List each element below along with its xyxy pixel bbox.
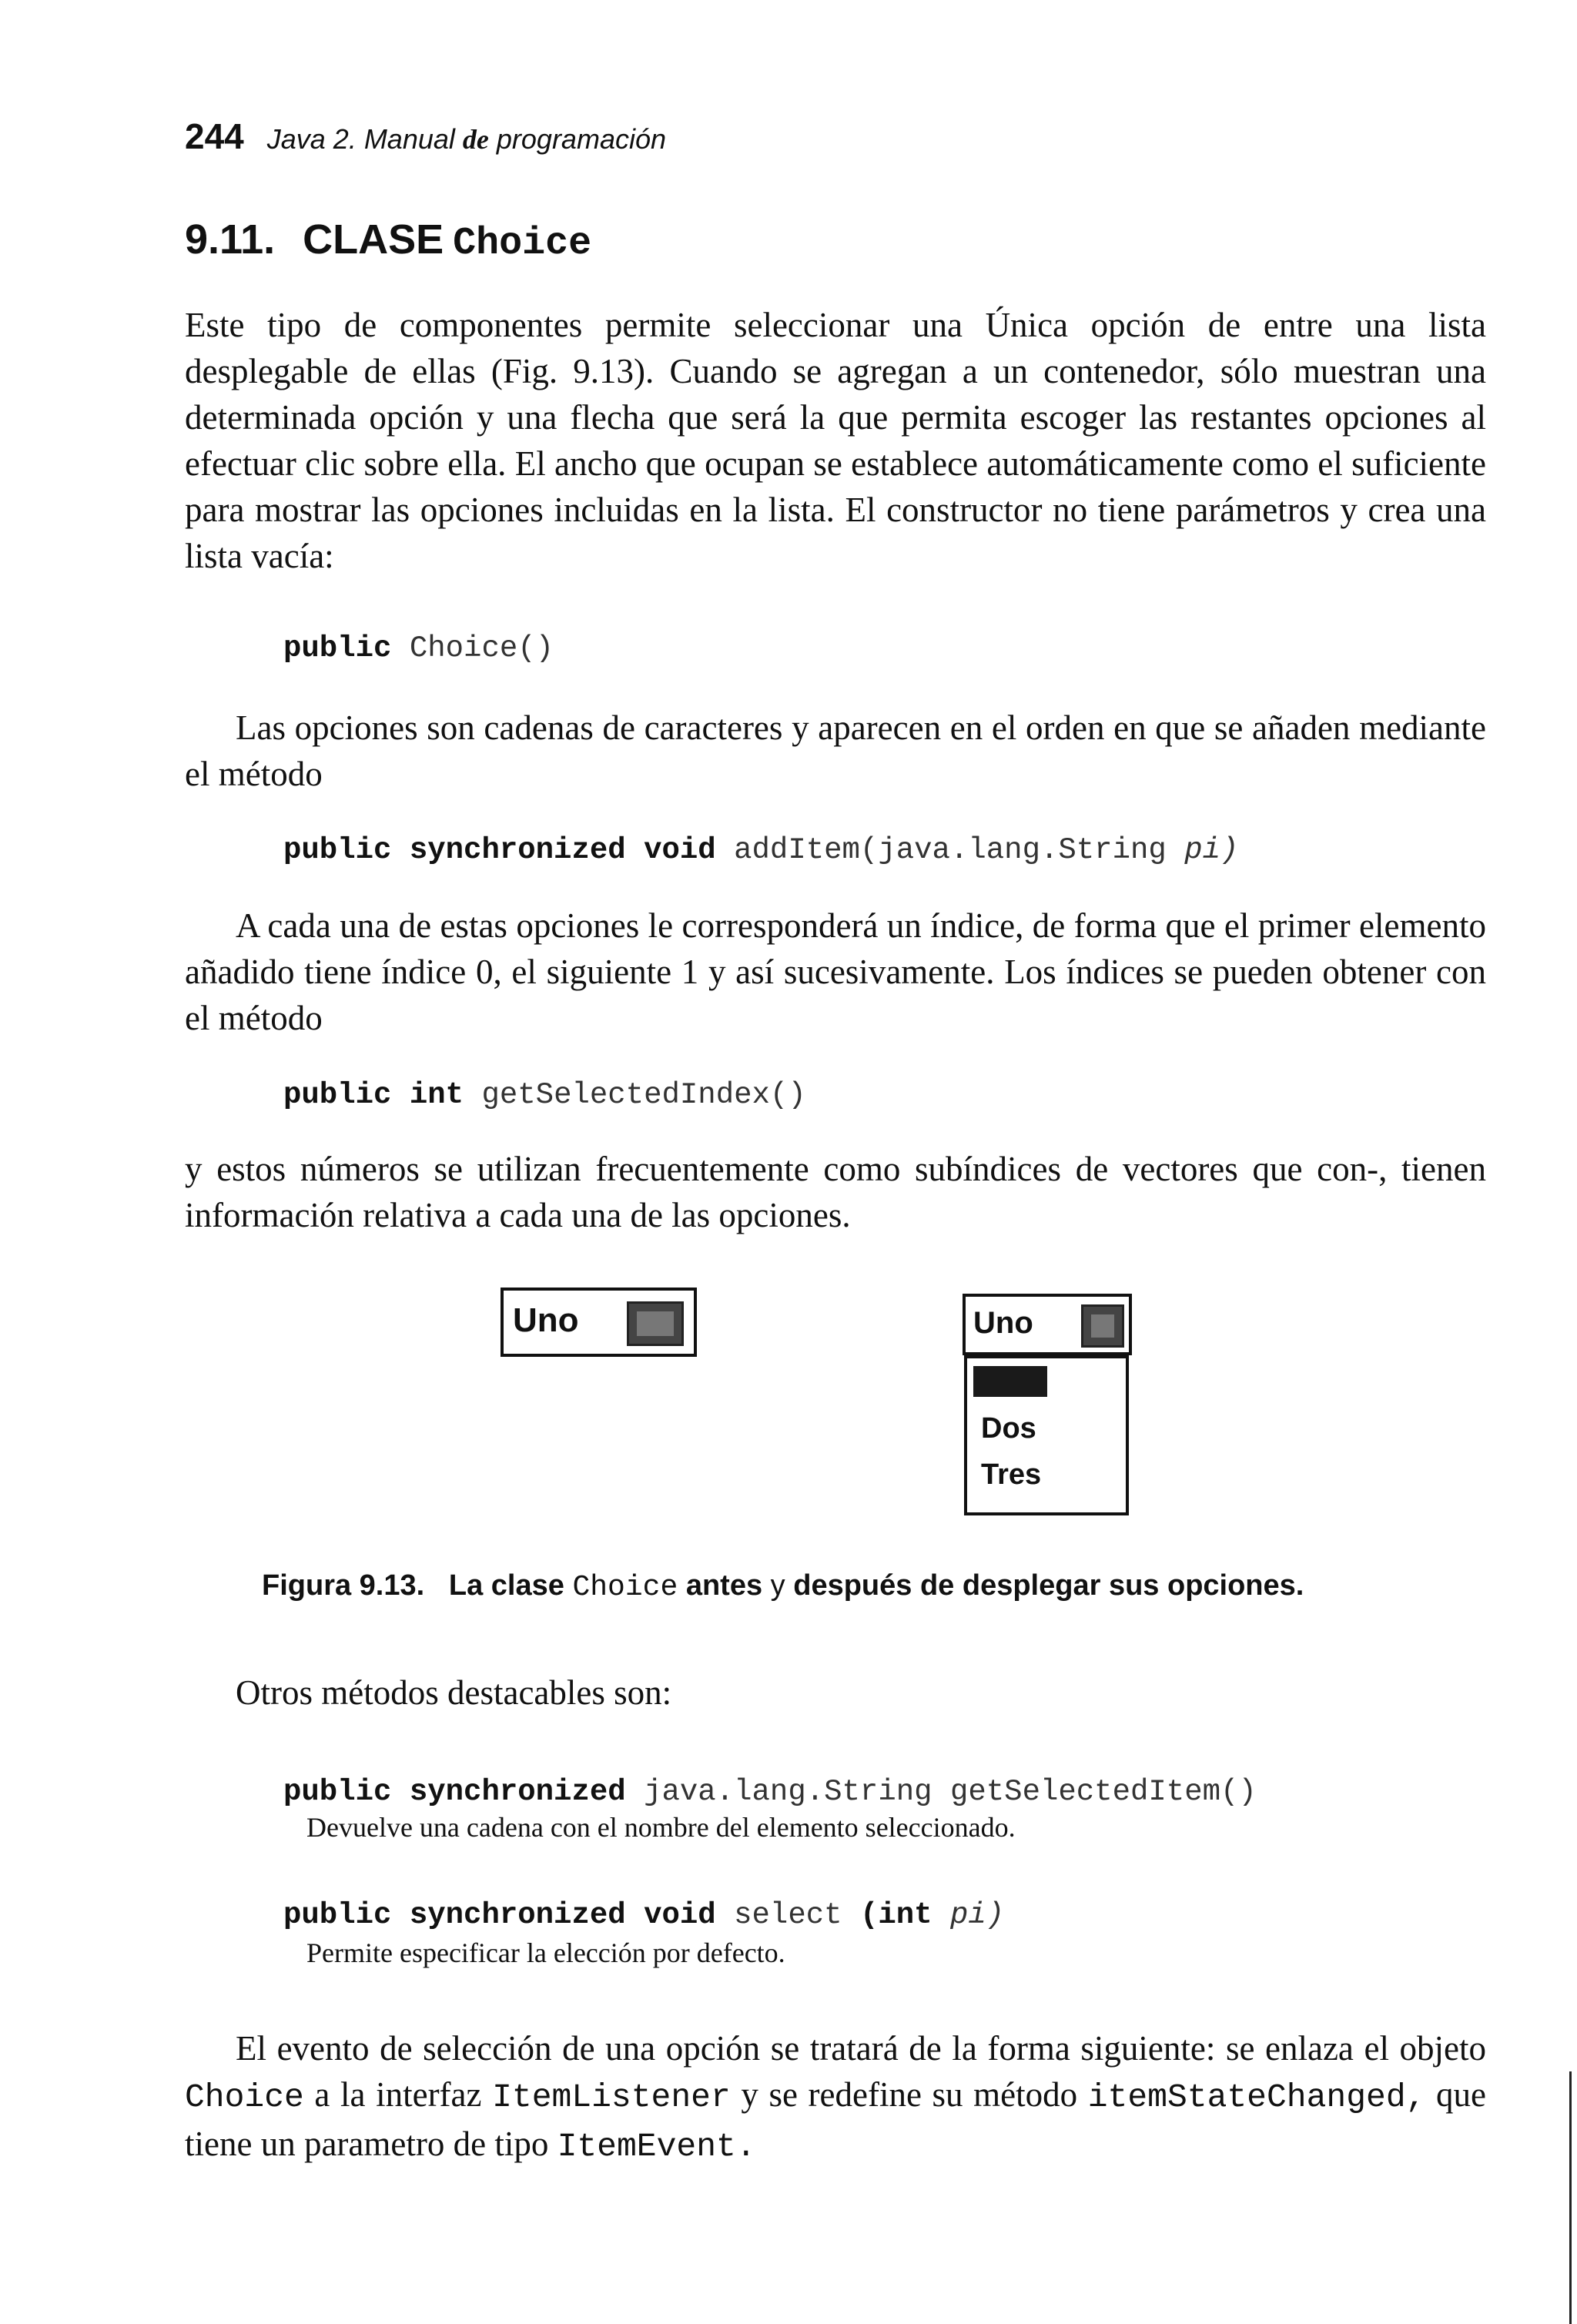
choice-closed-figure [501, 1288, 697, 1357]
list-item: Tres [981, 1458, 1042, 1491]
code-getselectedindex [283, 1078, 806, 1112]
caption-text-2: antes [678, 1569, 763, 1602]
code-keyword: public int [283, 1078, 464, 1112]
paragraph-index-text: cada una de estas opciones le corresponderá un índice, de forma que el primer elemento añadido tiene índice 0, el siguiente 1 y así sucesivamente. Los índices se pueden obtener con el método [185, 906, 1486, 1037]
event-code-2: ItemListener [492, 2078, 731, 2116]
event-text-4: que tiene un parametro de tipo [185, 2075, 1486, 2163]
code-keyword: public synchronized void [283, 833, 716, 867]
code-getselecteditem [283, 1775, 1257, 1809]
dropdown-arrow-icon [627, 1301, 684, 1346]
dropdown-arrow-icon [1081, 1304, 1124, 1348]
caption-text-1: La clase [448, 1569, 573, 1602]
running-title-pre: Java 2. Manual [266, 123, 463, 155]
code-identifier: Choice() [391, 631, 554, 665]
caption-text-3: y [762, 1569, 794, 1602]
event-code-1: Choice [185, 2078, 304, 2116]
page-number: 244 [185, 116, 244, 156]
code-keyword: public synchronized void [283, 1898, 716, 1932]
paragraph-lead: A [236, 906, 259, 945]
caption-code: Choice [572, 1571, 678, 1604]
event-code-3: itemStateChanged, [1087, 2078, 1426, 2116]
running-header [185, 116, 666, 162]
code-identifier: java.lang.String getSelectedItem() [625, 1775, 1257, 1809]
choice-closed-label: Uno [513, 1301, 579, 1339]
code-additem [283, 833, 1238, 867]
code-select [283, 1898, 1004, 1932]
caption-figure-number: Figura 9.13. [262, 1569, 425, 1602]
code-identifier: getSelectedIndex() [464, 1078, 806, 1112]
code-keyword-int: (int [859, 1898, 932, 1932]
method-description: Permite especificar la elección por defecto. [306, 1937, 785, 1968]
code-param: pi) [932, 1898, 1005, 1932]
running-title [267, 123, 666, 156]
code-keyword: public synchronized [283, 1775, 626, 1809]
choice-open-figure [963, 1294, 1132, 1517]
paragraph-event [185, 2025, 1486, 2170]
running-title-de: de [462, 124, 489, 155]
figure-caption [262, 1569, 1304, 1604]
method-description: Devuelve una cadena con el nombre del elemento seleccionado. [306, 1812, 1016, 1843]
choice-options-list [964, 1355, 1129, 1515]
paragraph-options: Las opciones son cadenas de caracteres y aparecen en el orden en que se añaden mediante el método [185, 708, 1486, 793]
running-title-post: programación [488, 123, 667, 155]
choice-closed-box [501, 1288, 697, 1357]
margin-rule [1569, 2071, 1572, 2324]
section-number: 9.11. [185, 216, 276, 263]
code-constructor [283, 631, 554, 665]
choice-open-label: Uno [973, 1306, 1033, 1340]
event-code-4: ItemEvent. [557, 2128, 756, 2165]
event-text-3: y se redefine su método [730, 2075, 1088, 2114]
paragraph-numbers: y estos números se utilizan frecuentemente como subíndices de vectores que con-, tienen información relativa a cada una de las opciones. [185, 1150, 1486, 1234]
section-code: Choice [453, 222, 592, 266]
choice-open-box [963, 1294, 1132, 1355]
paragraph-other-methods: Otros métodos destacables son: [236, 1673, 672, 1712]
selected-option-highlight [973, 1366, 1047, 1397]
event-text-1: El evento de selección de una opción se tratará de la forma siguiente: se enlaza el objeto [236, 2029, 1486, 2068]
section-heading [185, 216, 591, 266]
code-param: pi) [1184, 833, 1239, 867]
code-identifier: select [715, 1898, 860, 1932]
section-word: CLASE [303, 216, 444, 263]
list-item: Dos [981, 1412, 1036, 1445]
code-identifier: addItem(java.lang.String [715, 833, 1185, 867]
code-keyword: public [283, 631, 392, 665]
event-text-2: a la interfaz [303, 2075, 493, 2114]
paragraph-index [185, 902, 1486, 1041]
paragraph-intro: Este tipo de componentes permite seleccionar una Única opción de entre una lista desplegable de ellas (Fig. 9.13). Cuando se agregan a un contenedor, sólo muestran una determinada opción y una flecha que será la que permita escoger las restantes opciones al efectuar clic sobre ella. El ancho que ocupan se establece automáticamente como el suficiente para mostrar las opciones incluidas en la lista. El constructor no tiene parámetros y crea una lista vacía: [185, 306, 1486, 575]
caption-text-4: después de desplegar sus opciones. [793, 1569, 1304, 1602]
